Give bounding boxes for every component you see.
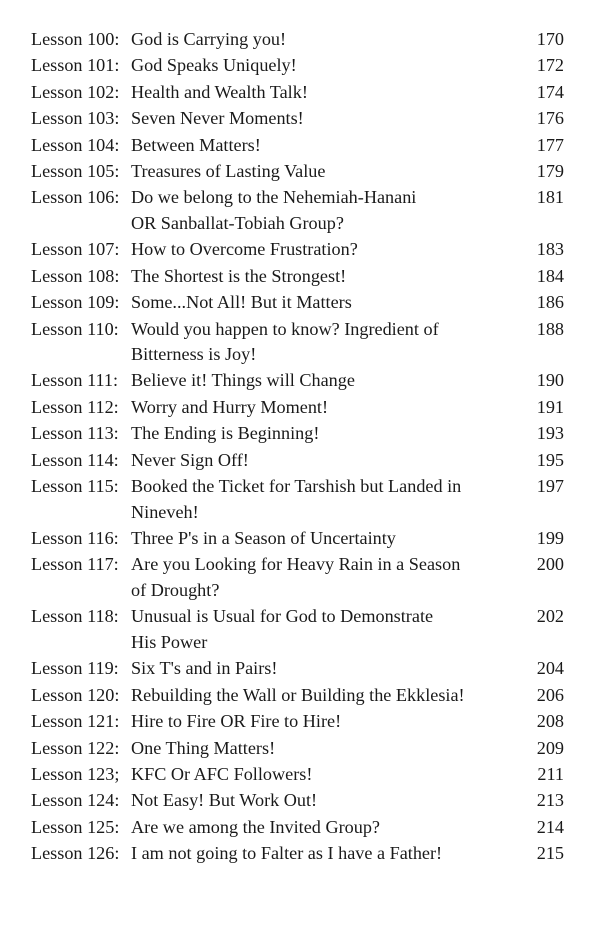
lesson-title-line: Six T's and in Pairs!: [131, 658, 278, 679]
toc-entry: [31, 762, 564, 788]
toc-entry: [31, 264, 564, 290]
lesson-title: [131, 736, 520, 762]
page-number: 176: [536, 108, 564, 129]
lesson-title-line: Between Matters!: [131, 134, 261, 155]
lesson-title: [131, 762, 520, 788]
lesson-title: [131, 133, 520, 159]
lesson-number: Lesson 124:: [31, 790, 120, 811]
lesson-title-line: I am not going to Falter as I have a Father!: [131, 843, 443, 864]
lesson-title-line: His Power: [131, 632, 208, 652]
toc-entry: [31, 317, 564, 368]
toc-entry: [31, 656, 564, 682]
toc-entry: [31, 368, 564, 394]
lesson-number: Lesson 126:: [31, 843, 120, 864]
page-number: 214: [536, 816, 564, 837]
lesson-number: Lesson 108:: [31, 265, 120, 286]
lesson-title: [131, 290, 520, 316]
lesson-title-line: Believe it! Things will Change: [131, 370, 355, 391]
page-number: 170: [536, 29, 564, 49]
toc-entry: [31, 709, 564, 735]
toc-entry: [31, 552, 564, 603]
lesson-title: [131, 552, 520, 603]
lesson-title-line: The Ending is Beginning!: [131, 423, 320, 444]
lesson-title-line: Never Sign Off!: [131, 449, 249, 470]
page-number: 177: [536, 134, 564, 155]
lesson-title-line: Treasures of Lasting Value: [131, 160, 326, 181]
lesson-title: [131, 80, 520, 106]
toc-entry: [31, 80, 564, 106]
lesson-number: Lesson 117:: [31, 554, 119, 575]
lesson-title-line: God Speaks Uniquely!: [131, 55, 297, 76]
lesson-number: Lesson 121:: [31, 711, 120, 732]
lesson-number: Lesson 100:: [31, 29, 120, 49]
lesson-title-line: Seven Never Moments!: [131, 108, 304, 129]
lesson-title-line: OR Sanballat-Tobiah Group?: [131, 212, 344, 233]
lesson-title: [131, 368, 520, 394]
page-number: 202: [536, 606, 564, 627]
lesson-title-line: KFC Or AFC Followers!: [131, 763, 313, 784]
lesson-number: Lesson 102:: [31, 81, 120, 102]
toc-entry: [31, 290, 564, 316]
toc-entry: [31, 474, 564, 525]
lesson-number: Lesson 114:: [31, 449, 119, 470]
lesson-number: Lesson 101:: [31, 55, 120, 76]
page-number: 209: [536, 737, 564, 758]
toc-entry: [31, 526, 564, 552]
lesson-title: [131, 474, 520, 525]
lesson-title: [131, 53, 520, 79]
lesson-title: [131, 604, 520, 655]
lesson-title-line: Unusual is Usual for God to Demonstrate: [131, 606, 434, 627]
toc-entry: [31, 841, 564, 867]
lesson-number: Lesson 111:: [31, 370, 119, 391]
lesson-title-line: Hire to Fire OR Fire to Hire!: [131, 711, 342, 732]
toc-entry: [31, 736, 564, 762]
toc-entry: [31, 27, 564, 53]
lesson-title: [131, 317, 520, 368]
lesson-number: Lesson 116:: [31, 528, 119, 549]
lesson-title: [131, 264, 520, 290]
page-number: 199: [536, 528, 564, 549]
page-number: 204: [536, 658, 564, 679]
lesson-number: Lesson 120:: [31, 684, 120, 705]
table-of-contents: [31, 27, 564, 868]
lesson-title-line: The Shortest is the Strongest!: [131, 265, 347, 286]
page-number: 215: [536, 843, 564, 864]
lesson-number: Lesson 110:: [31, 318, 119, 339]
lesson-number: Lesson 105:: [31, 160, 120, 181]
lesson-title-line: Are we among the Invited Group?: [131, 816, 380, 837]
page-number: 190: [536, 370, 564, 391]
lesson-title: [131, 526, 520, 552]
lesson-number: Lesson 109:: [31, 292, 120, 313]
lesson-number: Lesson 125:: [31, 816, 120, 837]
toc-entry: [31, 448, 564, 474]
lesson-number: Lesson 113:: [31, 423, 119, 444]
page-number: 188: [536, 318, 564, 339]
lesson-title-line: Three P's in a Season of Uncertainty: [131, 528, 396, 549]
page-number: 193: [536, 423, 564, 444]
toc-entry: [31, 133, 564, 159]
lesson-title-line: Nineveh!: [131, 501, 199, 522]
lesson-number: Lesson 104:: [31, 134, 120, 155]
page-number: 174: [536, 81, 564, 102]
lesson-title-line: One Thing Matters!: [131, 737, 276, 758]
toc-entry: [31, 788, 564, 814]
lesson-title: [131, 656, 520, 682]
lesson-number: Lesson 118:: [31, 606, 119, 627]
lesson-title: [131, 395, 520, 421]
lesson-title-line: of Drought?: [131, 580, 220, 601]
page-number: 208: [536, 711, 564, 732]
lesson-title: [131, 841, 520, 867]
page-number: 195: [536, 449, 564, 470]
lesson-title-line: Do we belong to the Nehemiah-Hanani: [131, 187, 417, 208]
lesson-title: [131, 185, 520, 236]
page-number: 186: [536, 292, 564, 313]
toc-entry: [31, 421, 564, 447]
lesson-title-line: Booked the Ticket for Tarshish but Landed in: [131, 476, 462, 497]
toc-entry: [31, 159, 564, 185]
page-number: 179: [536, 160, 564, 181]
page-number: 183: [536, 239, 564, 260]
toc-entry: [31, 185, 564, 236]
lesson-title: [131, 237, 520, 263]
toc-entry: [31, 815, 564, 841]
lesson-title: [131, 709, 520, 735]
lesson-number: Lesson 122:: [31, 737, 120, 758]
lesson-title-line: God is Carrying you!: [131, 29, 287, 49]
page-number: 172: [536, 55, 564, 76]
lesson-number: Lesson 106:: [31, 187, 120, 208]
page-number: 206: [536, 684, 564, 705]
lesson-title-line: Some...Not All! But it Matters: [131, 292, 352, 313]
page-number: 191: [536, 396, 564, 417]
lesson-title: [131, 683, 520, 709]
lesson-title-line: Would you happen to know? Ingredient of: [131, 318, 439, 339]
lesson-title-line: Worry and Hurry Moment!: [131, 396, 329, 417]
toc-entry: [31, 395, 564, 421]
page-number: 211: [537, 763, 564, 784]
toc-entry: [31, 683, 564, 709]
lesson-title: [131, 106, 520, 132]
lesson-title: [131, 788, 520, 814]
lesson-title-line: Are you Looking for Heavy Rain in a Season: [131, 554, 461, 575]
page-number: 181: [536, 187, 564, 208]
lesson-number: Lesson 115:: [31, 476, 119, 497]
lesson-title-line: Bitterness is Joy!: [131, 344, 257, 365]
toc-entry: [31, 604, 564, 655]
lesson-title-line: Not Easy! But Work Out!: [131, 790, 318, 811]
lesson-title-line: How to Overcome Frustration?: [131, 239, 358, 260]
lesson-title: [131, 448, 520, 474]
toc-entry: [31, 237, 564, 263]
page-number: 197: [536, 476, 564, 497]
lesson-title: [131, 815, 520, 841]
lesson-number: Lesson 107:: [31, 239, 120, 260]
lesson-title-line: Health and Wealth Talk!: [131, 81, 308, 102]
page-number: 200: [536, 554, 564, 575]
page-number: 213: [536, 790, 564, 811]
lesson-number: Lesson 119:: [31, 658, 119, 679]
lesson-number: Lesson 123;: [31, 763, 120, 784]
page-number: 184: [536, 265, 564, 286]
lesson-number: Lesson 112:: [31, 396, 119, 417]
lesson-title: [131, 27, 520, 53]
lesson-title: [131, 421, 520, 447]
toc-entry: [31, 53, 564, 79]
lesson-title-line: Rebuilding the Wall or Building the Ekklesia!: [131, 684, 465, 705]
lesson-title: [131, 159, 520, 185]
lesson-number: Lesson 103:: [31, 108, 120, 129]
toc-entry: [31, 106, 564, 132]
